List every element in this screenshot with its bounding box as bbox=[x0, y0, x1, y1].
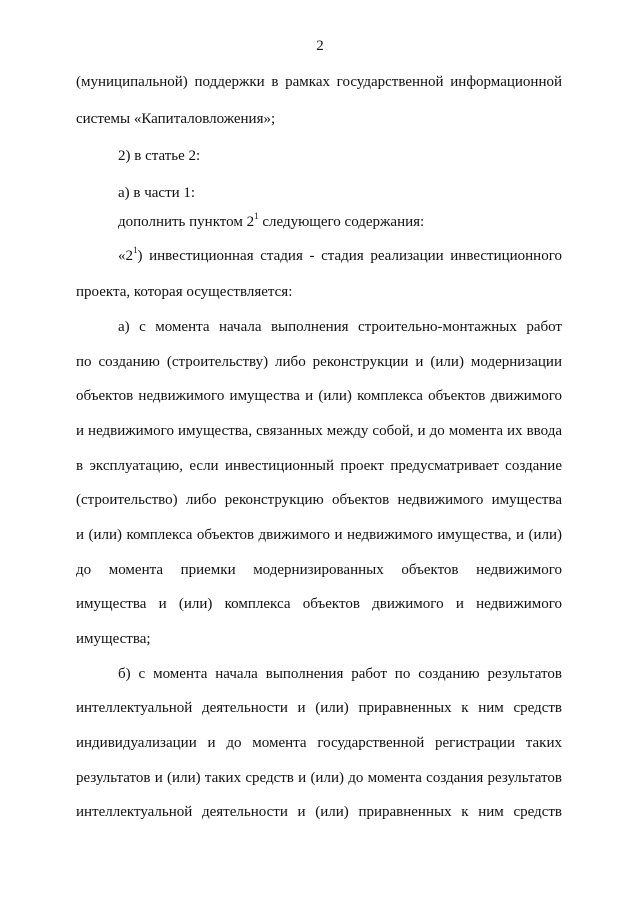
text-line: результатов и (или) таких средств и (или) до момента создания результатов bbox=[76, 770, 562, 786]
text-fragment: дополнить пунктом 2 bbox=[118, 214, 255, 230]
superscript: 1 bbox=[133, 245, 138, 255]
text-line bbox=[118, 246, 562, 266]
text-line: (муниципальной) поддержки в рамках государственной информационной bbox=[76, 74, 562, 90]
text-line: системы «Капиталовложения»; bbox=[76, 111, 276, 127]
text-line: до момента приемки модернизированных объектов недвижимого bbox=[76, 562, 562, 578]
text-line: интеллектуальной деятельности и (или) приравненных к ним средств bbox=[76, 804, 562, 820]
text-line: по созданию (строительству) либо реконструкции и (или) модернизации bbox=[76, 354, 562, 370]
text-line bbox=[118, 212, 562, 232]
superscript: 1 bbox=[254, 211, 259, 221]
text-line: и недвижимого имущества, связанных между собой, и до момента их ввода bbox=[76, 423, 562, 439]
text-line: в эксплуатацию, если инвестиционный проект предусматривает создание bbox=[76, 458, 562, 474]
text-line: и (или) комплекса объектов движимого и недвижимого имущества, и (или) bbox=[76, 527, 562, 543]
text-line: имущества и (или) комплекса объектов движимого и недвижимого bbox=[76, 596, 562, 612]
text-line: индивидуализации и до момента государственной регистрации таких bbox=[76, 735, 562, 751]
text-line: интеллектуальной деятельности и (или) приравненных к ним средств bbox=[76, 700, 562, 716]
page-number: 2 bbox=[316, 38, 324, 54]
text-line: объектов недвижимого имущества и (или) комплекса объектов движимого bbox=[76, 388, 562, 404]
text-line: имущества; bbox=[76, 631, 151, 647]
text-line: 2) в статье 2: bbox=[118, 148, 201, 164]
text-fragment: ) инвестиционная стадия - стадия реализации инвестиционного bbox=[137, 248, 562, 264]
text-line: (строительство) либо реконструкцию объектов недвижимого имущества bbox=[76, 492, 562, 508]
text-line: проекта, которая осуществляется: bbox=[76, 284, 293, 300]
text-line: б) с момента начала выполнения работ по созданию результатов bbox=[118, 666, 562, 682]
text-fragment: следующего содержания: bbox=[258, 214, 425, 230]
text-fragment: «2 bbox=[118, 248, 133, 264]
text-line: а) в части 1: bbox=[118, 185, 196, 201]
text-line: а) с момента начала выполнения строительно-монтажных работ bbox=[118, 319, 562, 335]
